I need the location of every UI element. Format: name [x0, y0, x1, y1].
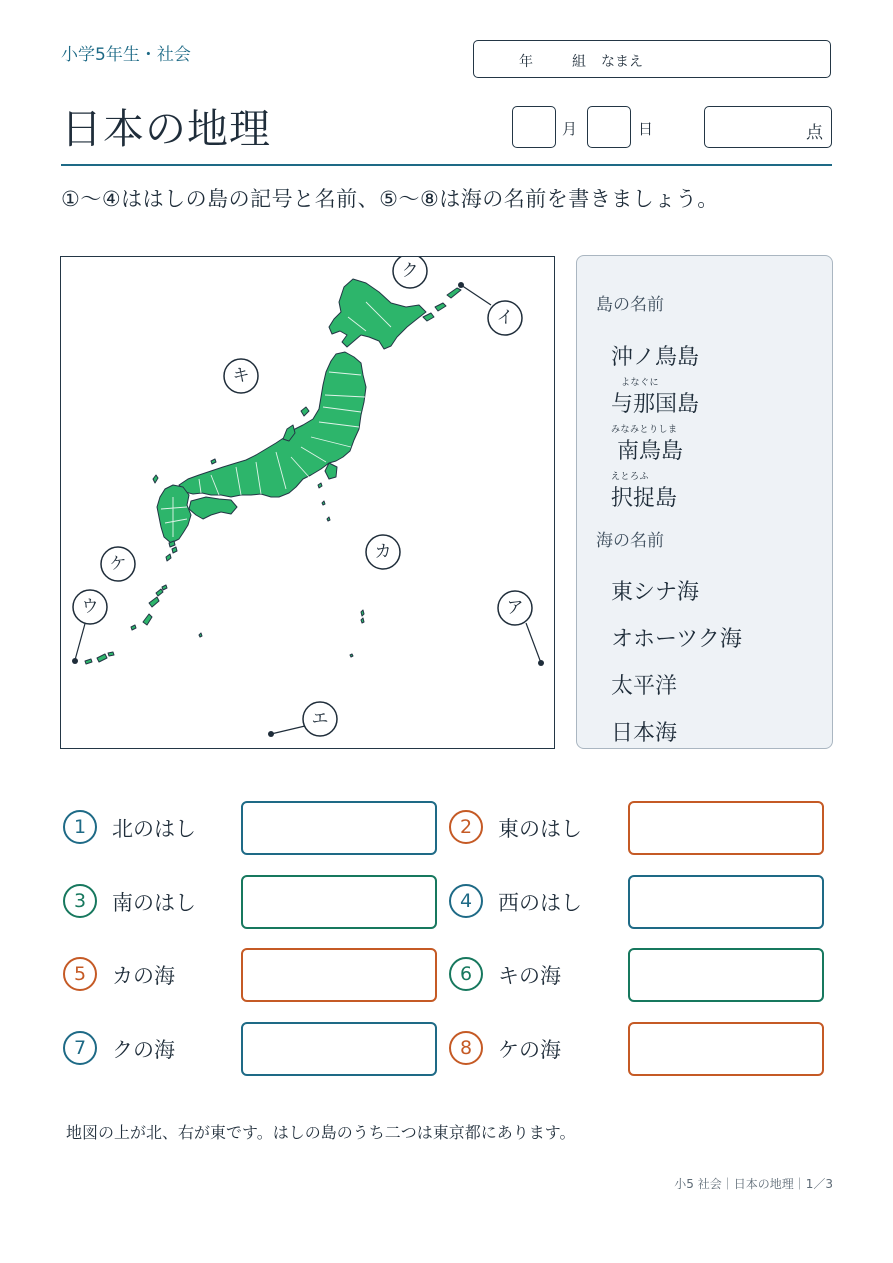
tsushima-shape	[153, 475, 158, 483]
day-input[interactable]	[587, 106, 631, 148]
izu-shape	[327, 517, 330, 521]
question-label: カの海	[112, 964, 175, 988]
class-label: 組	[572, 54, 586, 70]
question-number: 5	[63, 957, 97, 991]
page-title: 日本の地理	[61, 105, 271, 153]
label-ka: カ	[374, 542, 392, 562]
map-svg	[61, 257, 556, 750]
islands-heading: 島の名前	[596, 295, 664, 315]
label-ku: ク	[401, 261, 419, 281]
label-u: ウ	[81, 597, 99, 617]
question-label: 北のはし	[112, 817, 196, 841]
question-number: 6	[449, 957, 483, 991]
kyushu-shape	[157, 485, 191, 543]
sakishima-shape	[85, 659, 92, 664]
footnote: 地図の上が北、右が東です。はしの島のうち二つは東京都にあります。	[66, 1123, 576, 1142]
label-ki: キ	[232, 366, 250, 386]
nansei-shape	[131, 625, 136, 630]
island-dot	[458, 282, 464, 288]
score-box[interactable]	[704, 106, 832, 148]
island-dot	[268, 731, 274, 737]
oki-shape	[211, 459, 216, 464]
pointer-line	[461, 285, 491, 305]
page-footer: 小5 社会｜日本の地理｜1／3	[674, 1177, 833, 1191]
answer-box-6[interactable]	[628, 948, 824, 1002]
sakishima-shape	[108, 652, 114, 656]
ogasawara-shape	[361, 610, 364, 616]
pointer-line	[526, 623, 541, 663]
pointer-lines	[75, 285, 541, 734]
question-label: キの海	[498, 964, 561, 988]
word-bank	[576, 255, 833, 749]
label-a: ア	[506, 598, 524, 618]
izu-shape	[318, 483, 322, 488]
island-reading: みなみとりしま	[611, 425, 678, 435]
question-number: 3	[63, 884, 97, 918]
name-field[interactable]	[473, 40, 831, 78]
sea-name: 日本海	[611, 721, 678, 746]
answer-box-7[interactable]	[241, 1022, 437, 1076]
sea-name: オホーツク海	[611, 627, 742, 652]
question-number: 4	[449, 884, 483, 918]
question-number: 1	[63, 810, 97, 844]
year-label: 年	[519, 54, 533, 70]
nansei-shape	[156, 589, 163, 596]
header-divider	[61, 164, 832, 166]
grade-subject: 小学5年生・社会	[61, 45, 191, 65]
month-input[interactable]	[512, 106, 556, 148]
nansei-shape	[149, 597, 159, 607]
pointer-line	[75, 620, 86, 660]
instruction: ①〜④ははしの島の記号と名前、⑤〜⑧は海の名前を書きましょう。	[61, 187, 719, 211]
day-label: 日	[638, 120, 654, 138]
ogasawara-shape	[350, 654, 353, 657]
sakishima-shape	[97, 654, 107, 662]
island-name: 択捉島	[611, 486, 678, 511]
question-number: 7	[63, 1031, 97, 1065]
sea-name: 東シナ海	[611, 580, 700, 605]
question-label: クの海	[112, 1038, 175, 1062]
label-i: イ	[496, 308, 514, 328]
nansei-shape	[166, 554, 171, 561]
sea-island-shape	[199, 633, 202, 637]
question-label: 西のはし	[498, 891, 582, 915]
answer-box-5[interactable]	[241, 948, 437, 1002]
seas-heading: 海の名前	[596, 531, 664, 551]
pointer-dots	[72, 282, 544, 737]
island-reading: よなぐに	[621, 378, 660, 388]
month-label: 月	[562, 120, 578, 138]
ogasawara-shape	[361, 618, 364, 623]
question-label: 南のはし	[112, 891, 196, 915]
island-name: 沖ノ鳥島	[611, 345, 700, 370]
answer-box-1[interactable]	[241, 801, 437, 855]
answer-box-3[interactable]	[241, 875, 437, 929]
answer-box-2[interactable]	[628, 801, 824, 855]
kuril-shape	[423, 313, 434, 321]
nansei-shape	[172, 547, 177, 553]
island-dot	[538, 660, 544, 666]
map-label-text	[82, 261, 524, 729]
kuril-shape	[447, 288, 461, 298]
okinawa-shape	[143, 614, 152, 625]
kuril-shape	[435, 303, 446, 311]
sado-shape	[301, 407, 309, 416]
question-number: 8	[449, 1031, 483, 1065]
answer-box-8[interactable]	[628, 1022, 824, 1076]
izu-shape	[322, 501, 325, 505]
boso-shape	[325, 463, 337, 479]
japan-map	[60, 256, 555, 749]
nansei-shape	[162, 585, 167, 590]
name-label: なまえ	[601, 54, 643, 70]
sea-name: 太平洋	[611, 674, 678, 699]
pointer-line	[271, 726, 305, 734]
question-label: 東のはし	[498, 817, 582, 841]
island-dot	[72, 658, 78, 664]
answer-box-4[interactable]	[628, 875, 824, 929]
map-labels	[73, 257, 532, 736]
shikoku-shape	[189, 497, 237, 519]
question-label: ケの海	[498, 1038, 561, 1062]
island-name: 南鳥島	[617, 439, 684, 464]
japan-landmass	[85, 279, 461, 664]
score-label: 点	[806, 123, 823, 143]
label-ke: ケ	[109, 554, 127, 574]
island-reading: えとろふ	[611, 472, 650, 482]
label-e: エ	[311, 709, 329, 729]
question-number: 2	[449, 810, 483, 844]
island-name: 与那国島	[611, 392, 700, 417]
